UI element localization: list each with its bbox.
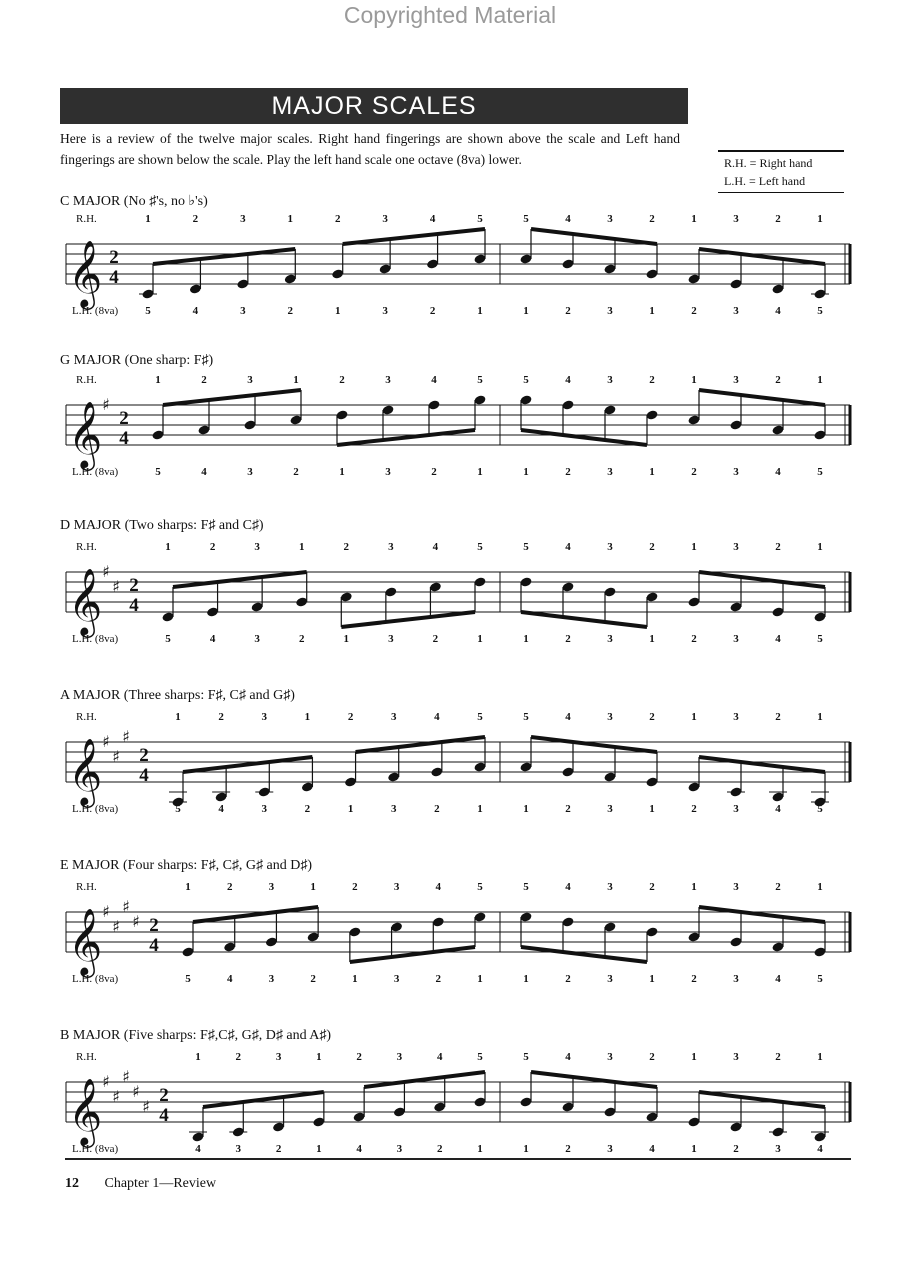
lh-fingering: 1 <box>477 973 483 985</box>
time-signature-bottom: 4 <box>129 595 139 616</box>
lh-fingering: 2 <box>431 466 437 478</box>
beam <box>173 572 307 587</box>
lh-fingering: 5 <box>185 973 191 985</box>
rh-fingering: 1 <box>316 1051 322 1063</box>
sharp-icon: ♯ <box>142 1097 150 1116</box>
lh-fingering: 1 <box>477 305 483 317</box>
sharp-icon: ♯ <box>122 727 130 746</box>
rh-label: R.H. <box>76 881 97 893</box>
rh-fingering: 1 <box>817 374 823 386</box>
rh-fingering: 3 <box>733 213 739 225</box>
rh-fingering: 2 <box>775 374 781 386</box>
lh-fingering: 4 <box>775 305 781 317</box>
rh-fingering: 5 <box>523 374 529 386</box>
time-signature-top: 2 <box>149 915 159 936</box>
rh-fingering: 2 <box>334 213 341 225</box>
sharp-icon: ♯ <box>132 912 140 931</box>
rh-fingering: 5 <box>523 711 529 723</box>
rh-fingering: 4 <box>565 711 571 723</box>
rh-fingering: 4 <box>565 541 571 553</box>
beam <box>356 737 485 752</box>
lh-label: L.H. (8va) <box>72 466 119 478</box>
lh-fingering: 5 <box>817 973 823 985</box>
rh-fingering: 3 <box>733 1051 739 1063</box>
beam <box>350 947 475 962</box>
rh-fingering: 3 <box>390 711 397 723</box>
rh-fingering: 3 <box>385 374 391 386</box>
sharp-icon: ♯ <box>102 562 110 581</box>
rh-fingering: 2 <box>356 1051 362 1063</box>
rh-label: R.H. <box>76 374 97 386</box>
lh-fingering: 5 <box>817 305 823 317</box>
rh-fingering: 1 <box>691 374 697 386</box>
sharp-icon: ♯ <box>102 1072 110 1091</box>
rh-fingering: 5 <box>523 1051 529 1063</box>
beam <box>699 757 825 772</box>
lh-fingering: 3 <box>775 1143 781 1155</box>
beam <box>153 249 295 264</box>
lh-fingering: 1 <box>477 466 483 478</box>
rh-fingering: 3 <box>733 541 739 553</box>
rh-fingering: 1 <box>691 881 697 893</box>
rh-fingering: 1 <box>175 711 181 723</box>
rh-fingering: 5 <box>523 881 529 893</box>
lh-fingering: 3 <box>388 633 394 645</box>
lh-fingering: 3 <box>254 633 260 645</box>
rh-fingering: 2 <box>775 881 781 893</box>
lh-fingering: 2 <box>565 803 571 815</box>
lh-fingering: 4 <box>195 1143 201 1155</box>
chapter-label: Chapter 1—Review <box>104 1176 217 1191</box>
lh-fingering: 3 <box>261 803 268 815</box>
beam <box>193 907 318 922</box>
lh-fingering: 3 <box>235 1143 242 1155</box>
rh-fingering: 2 <box>352 881 358 893</box>
treble-clef-icon: 𝄞 <box>68 737 103 805</box>
rh-fingering: 1 <box>691 213 697 225</box>
lh-fingering: 3 <box>733 803 739 815</box>
lh-fingering: 4 <box>218 803 224 815</box>
rh-label: R.H. <box>76 711 97 723</box>
lh-fingering: 2 <box>298 633 305 645</box>
rh-fingering: 1 <box>195 1051 201 1063</box>
rh-fingering: 1 <box>691 541 697 553</box>
lh-fingering: 3 <box>396 1143 403 1155</box>
rh-label: R.H. <box>76 1051 97 1063</box>
rh-fingering: 4 <box>565 1051 571 1063</box>
time-signature-top: 2 <box>129 575 139 596</box>
lh-fingering: 2 <box>304 803 311 815</box>
beam <box>531 229 657 244</box>
lh-fingering: 3 <box>382 305 388 317</box>
lh-fingering: 2 <box>565 973 571 985</box>
rh-fingering: 3 <box>388 541 394 553</box>
lh-fingering: 1 <box>523 803 529 815</box>
rh-fingering: 4 <box>565 881 571 893</box>
rh-fingering: 3 <box>733 881 739 893</box>
rh-fingering: 1 <box>165 541 171 553</box>
rh-fingering: 5 <box>523 541 529 553</box>
rh-fingering: 1 <box>287 213 294 225</box>
beam <box>521 430 647 445</box>
rh-fingering: 3 <box>254 541 260 553</box>
lh-fingering: 2 <box>733 1143 739 1155</box>
beam <box>699 1092 825 1107</box>
rh-fingering: 2 <box>649 374 655 386</box>
beam <box>699 572 825 587</box>
lh-fingering: 3 <box>733 973 739 985</box>
lh-fingering: 1 <box>649 466 655 478</box>
rh-fingering: 5 <box>477 711 483 723</box>
lh-fingering: 2 <box>275 1143 282 1155</box>
rh-fingering: 4 <box>429 213 436 225</box>
sharp-icon: ♯ <box>122 1067 130 1086</box>
rh-fingering: 3 <box>733 374 739 386</box>
rh-fingering: 3 <box>607 881 613 893</box>
rh-fingering: 2 <box>649 881 655 893</box>
rh-fingering: 3 <box>240 213 246 225</box>
lh-fingering: 1 <box>334 305 341 317</box>
scale-title-d: D MAJOR (Two sharps: F♯ and C♯) <box>60 518 264 533</box>
time-signature-bottom: 4 <box>159 1105 169 1126</box>
rh-fingering: 3 <box>247 374 253 386</box>
lh-fingering: 4 <box>356 1143 362 1155</box>
lh-fingering: 3 <box>607 1143 613 1155</box>
rh-fingering: 3 <box>261 711 268 723</box>
lh-fingering: 1 <box>343 633 350 645</box>
lh-fingering: 4 <box>817 1143 823 1155</box>
lh-fingering: 3 <box>247 466 253 478</box>
treble-clef-icon: 𝄞 <box>68 400 103 468</box>
rh-fingering: 1 <box>817 541 823 553</box>
lh-label: L.H. (8va) <box>72 973 119 985</box>
lh-fingering: 2 <box>287 305 294 317</box>
rh-fingering: 3 <box>607 213 613 225</box>
rh-fingering: 3 <box>275 1051 282 1063</box>
beam <box>699 390 825 405</box>
beam <box>337 430 475 445</box>
rh-fingering: 1 <box>817 711 823 723</box>
lh-fingering: 2 <box>436 1143 443 1155</box>
sharp-icon: ♯ <box>112 917 120 936</box>
lh-fingering: 4 <box>775 633 781 645</box>
lh-fingering: 4 <box>201 466 207 478</box>
lh-label: L.H. (8va) <box>72 305 119 317</box>
lh-fingering: 5 <box>165 633 171 645</box>
time-signature-bottom: 4 <box>149 935 159 956</box>
lh-fingering: 3 <box>733 633 739 645</box>
lh-fingering: 2 <box>435 973 442 985</box>
rh-fingering: 1 <box>817 213 823 225</box>
footer <box>65 1176 216 1192</box>
rh-fingering: 5 <box>477 541 483 553</box>
treble-clef-icon: 𝄞 <box>68 1077 103 1145</box>
rh-fingering: 1 <box>817 1051 823 1063</box>
time-signature-bottom: 4 <box>139 765 149 786</box>
treble-clef-icon: 𝄞 <box>68 239 103 307</box>
lh-label: L.H. (8va) <box>72 633 119 645</box>
rh-fingering: 3 <box>607 374 613 386</box>
lh-label: L.H. (8va) <box>72 803 119 815</box>
rh-fingering: 1 <box>310 881 316 893</box>
rh-label: R.H. <box>76 213 97 225</box>
rh-fingering: 2 <box>775 213 781 225</box>
rh-fingering: 3 <box>268 881 275 893</box>
rh-fingering: 4 <box>565 213 571 225</box>
lh-fingering: 5 <box>145 305 151 317</box>
lh-fingering: 3 <box>607 633 613 645</box>
rh-fingering: 2 <box>347 711 354 723</box>
lh-fingering: 2 <box>691 803 697 815</box>
beam <box>364 1072 485 1087</box>
rh-fingering: 4 <box>431 374 437 386</box>
lh-fingering: 2 <box>565 466 571 478</box>
rh-fingering: 2 <box>775 541 781 553</box>
lh-fingering: 2 <box>691 305 697 317</box>
beam <box>699 907 825 922</box>
time-signature-bottom: 4 <box>119 428 129 449</box>
scale-title-c: C MAJOR (No ♯'s, no ♭'s) <box>60 194 208 209</box>
rh-fingering: 2 <box>235 1051 242 1063</box>
beam <box>521 612 647 627</box>
rh-fingering: 3 <box>382 213 388 225</box>
beam <box>699 249 825 264</box>
rh-fingering: 4 <box>432 541 439 553</box>
lh-fingering: 5 <box>817 803 823 815</box>
sharp-icon: ♯ <box>132 1082 140 1101</box>
rh-fingering: 4 <box>435 881 442 893</box>
lh-fingering: 1 <box>523 973 529 985</box>
rh-fingering: 1 <box>298 541 305 553</box>
lh-fingering: 3 <box>607 803 613 815</box>
lh-fingering: 1 <box>523 466 529 478</box>
lh-fingering: 1 <box>477 1143 483 1155</box>
intro-paragraph: Here is a review of the twelve major scales. Right hand fingerings are shown above the scale and Left hand fingerings are shown below the scale. Play the left hand scale one octave (8va) lower. <box>60 131 680 167</box>
rh-fingering: 4 <box>436 1051 443 1063</box>
lh-fingering: 3 <box>733 305 739 317</box>
legend-lh: L.H. = Left hand <box>724 174 806 188</box>
treble-clef-icon: 𝄞 <box>68 567 103 635</box>
sharp-icon: ♯ <box>112 747 120 766</box>
rh-fingering: 2 <box>649 711 655 723</box>
lh-fingering: 2 <box>691 466 697 478</box>
lh-fingering: 2 <box>434 803 440 815</box>
lh-fingering: 1 <box>649 633 655 645</box>
lh-fingering: 1 <box>523 305 529 317</box>
rh-fingering: 1 <box>817 881 823 893</box>
lh-fingering: 3 <box>607 973 613 985</box>
rh-fingering: 2 <box>649 1051 655 1063</box>
beam <box>341 612 475 627</box>
rh-fingering: 1 <box>185 881 191 893</box>
lh-fingering: 2 <box>565 1143 571 1155</box>
rh-fingering: 3 <box>396 1051 403 1063</box>
rh-fingering: 2 <box>775 1051 781 1063</box>
rh-fingering: 3 <box>733 711 739 723</box>
lh-fingering: 2 <box>432 633 439 645</box>
footer-rule <box>65 1158 851 1160</box>
rh-fingering: 2 <box>209 541 216 553</box>
rh-fingering: 3 <box>607 711 613 723</box>
lh-fingering: 3 <box>385 466 391 478</box>
beam <box>163 390 301 405</box>
beam <box>521 947 647 962</box>
lh-fingering: 2 <box>310 973 316 985</box>
lh-fingering: 1 <box>347 803 354 815</box>
rh-fingering: 3 <box>607 541 613 553</box>
rh-fingering: 5 <box>477 881 483 893</box>
time-signature-top: 2 <box>109 247 119 268</box>
lh-fingering: 5 <box>155 466 161 478</box>
beam <box>203 1092 324 1107</box>
beam <box>531 1072 657 1087</box>
lh-fingering: 1 <box>316 1143 322 1155</box>
lh-fingering: 1 <box>523 1143 529 1155</box>
lh-fingering: 4 <box>226 973 233 985</box>
lh-fingering: 5 <box>817 633 823 645</box>
lh-fingering: 3 <box>607 305 613 317</box>
rh-fingering: 5 <box>477 374 483 386</box>
lh-fingering: 4 <box>775 803 781 815</box>
lh-fingering: 3 <box>733 466 739 478</box>
lh-fingering: 4 <box>649 1143 655 1155</box>
sharp-icon: ♯ <box>102 395 110 414</box>
sharp-icon: ♯ <box>102 732 110 751</box>
sharp-icon: ♯ <box>112 577 120 596</box>
lh-fingering: 3 <box>390 803 397 815</box>
scale-title-e: E MAJOR (Four sharps: F♯, C♯, G♯ and D♯) <box>60 858 312 873</box>
lh-fingering: 1 <box>339 466 345 478</box>
lh-fingering: 2 <box>429 305 436 317</box>
rh-fingering: 1 <box>293 374 299 386</box>
rh-fingering: 2 <box>226 881 233 893</box>
lh-fingering: 5 <box>175 803 181 815</box>
treble-clef-icon: 𝄞 <box>68 907 103 975</box>
lh-fingering: 5 <box>817 466 823 478</box>
rh-fingering: 4 <box>434 711 440 723</box>
beam <box>531 737 657 752</box>
rh-fingering: 3 <box>393 881 400 893</box>
legend-rh: R.H. = Right hand <box>724 156 813 170</box>
rh-fingering: 2 <box>775 711 781 723</box>
lh-fingering: 1 <box>649 803 655 815</box>
lh-fingering: 4 <box>192 305 199 317</box>
page-title: MAJOR SCALES <box>60 88 688 124</box>
rh-fingering: 1 <box>145 213 151 225</box>
rh-fingering: 2 <box>649 213 655 225</box>
scale-title-b: B MAJOR (Five sharps: F♯,C♯, G♯, D♯ and A♯) <box>60 1028 332 1043</box>
scale-title-g: G MAJOR (One sharp: F♯) <box>60 353 214 368</box>
sharp-icon: ♯ <box>102 902 110 921</box>
lh-fingering: 4 <box>775 973 781 985</box>
lh-fingering: 1 <box>352 973 358 985</box>
scale-title-a: A MAJOR (Three sharps: F♯, C♯ and G♯) <box>60 688 295 703</box>
rh-label: R.H. <box>76 541 97 553</box>
watermark: Copyrighted Material <box>343 2 557 28</box>
rh-fingering: 1 <box>691 1051 697 1063</box>
page-number: 12 <box>65 1176 79 1191</box>
lh-fingering: 1 <box>477 633 483 645</box>
lh-fingering: 1 <box>691 1143 697 1155</box>
sharp-icon: ♯ <box>122 897 130 916</box>
lh-fingering: 2 <box>691 633 697 645</box>
rh-fingering: 5 <box>523 213 529 225</box>
lh-fingering: 2 <box>565 305 571 317</box>
lh-fingering: 1 <box>477 803 483 815</box>
rh-fingering: 4 <box>565 374 571 386</box>
rh-fingering: 5 <box>477 213 483 225</box>
lh-fingering: 4 <box>775 466 781 478</box>
beam <box>183 757 312 772</box>
time-signature-bottom: 4 <box>109 267 119 288</box>
lh-fingering: 1 <box>523 633 529 645</box>
lh-fingering: 3 <box>240 305 246 317</box>
lh-fingering: 3 <box>607 466 613 478</box>
lh-fingering: 1 <box>649 305 655 317</box>
lh-fingering: 1 <box>649 973 655 985</box>
time-signature-top: 2 <box>159 1085 169 1106</box>
rh-fingering: 1 <box>691 711 697 723</box>
beam <box>343 229 485 244</box>
rh-fingering: 2 <box>339 374 345 386</box>
lh-fingering: 4 <box>209 633 216 645</box>
lh-fingering: 3 <box>268 973 275 985</box>
rh-fingering: 2 <box>649 541 655 553</box>
rh-fingering: 2 <box>192 213 199 225</box>
rh-fingering: 1 <box>155 374 161 386</box>
rh-fingering: 5 <box>477 1051 483 1063</box>
rh-fingering: 3 <box>607 1051 613 1063</box>
lh-fingering: 2 <box>293 466 299 478</box>
rh-fingering: 2 <box>201 374 207 386</box>
rh-fingering: 2 <box>218 711 224 723</box>
sharp-icon: ♯ <box>112 1087 120 1106</box>
rh-fingering: 2 <box>343 541 350 553</box>
lh-fingering: 2 <box>565 633 571 645</box>
time-signature-top: 2 <box>139 745 149 766</box>
rh-fingering: 1 <box>304 711 311 723</box>
lh-fingering: 2 <box>691 973 697 985</box>
time-signature-top: 2 <box>119 408 129 429</box>
lh-label: L.H. (8va) <box>72 1143 119 1155</box>
lh-fingering: 3 <box>393 973 400 985</box>
